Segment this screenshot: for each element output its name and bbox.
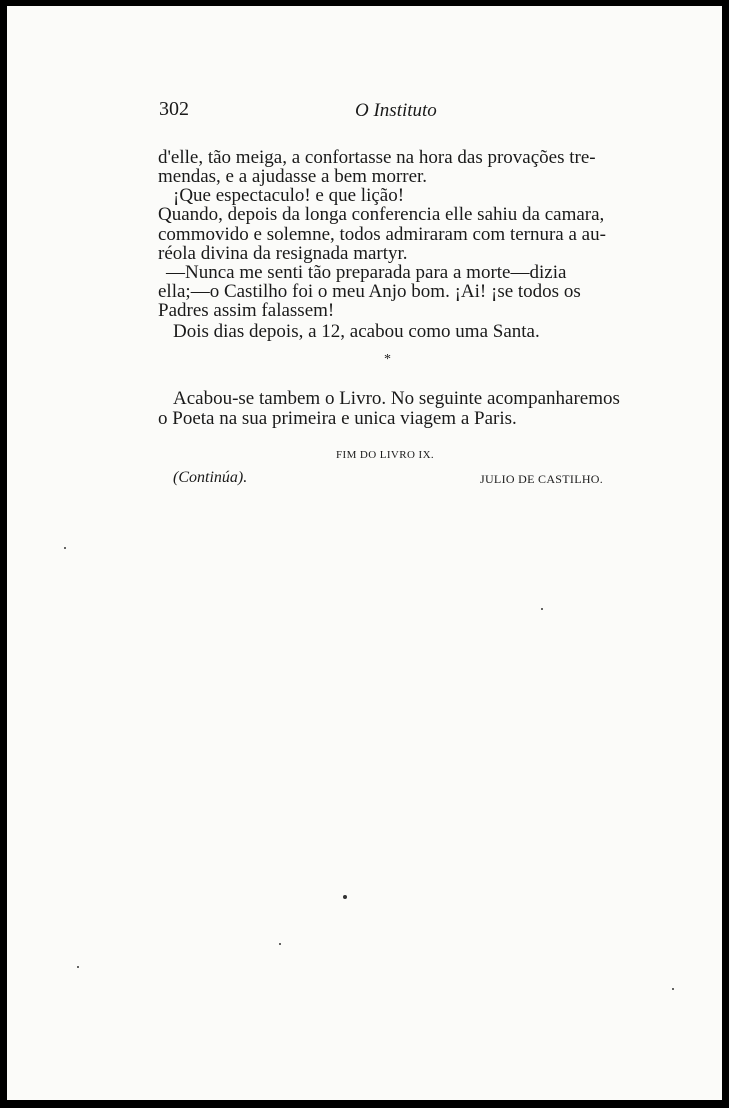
body-line-9: Padres assim falassem! xyxy=(158,300,335,321)
body-line-8: ella;—o Castilho foi o meu Anjo bom. ¡Ai! ¡se todos os xyxy=(158,281,581,302)
scan-speck xyxy=(541,608,543,610)
closing-line-1: Acabou-se tambem o Livro. No seguinte acompanharemos xyxy=(173,388,620,409)
scan-speck xyxy=(77,966,79,968)
page-number: 302 xyxy=(159,98,189,120)
author-signature: JULIO DE CASTILHO. xyxy=(480,472,604,486)
document-page xyxy=(7,6,722,1100)
closing-line-2: o Poeta na sua primeira e unica viagem a Paris. xyxy=(158,408,517,429)
body-line-4: Quando, depois da longa conferencia elle sahiu da camara, xyxy=(158,204,605,225)
continua-note: (Continúa). xyxy=(173,469,248,486)
scan-speck xyxy=(343,895,347,899)
body-line-1: d'elle, tão meiga, a confortasse na hora das provações tre- xyxy=(158,147,596,168)
body-line-7: —Nunca me senti tão preparada para a morte—dizia xyxy=(166,262,567,283)
body-line-5: commovido e solemne, todos admiraram com ternura a au- xyxy=(158,224,606,245)
scan-speck xyxy=(64,547,66,549)
body-line-10: Dois dias depois, a 12, acabou como uma Santa. xyxy=(173,321,540,342)
scan-speck xyxy=(279,943,281,945)
body-line-6: réola divina da resignada martyr. xyxy=(158,243,408,264)
body-line-2: mendas, e a ajudasse a bem morrer. xyxy=(158,166,428,187)
scan-speck xyxy=(672,988,674,990)
end-note: FIM DO LIVRO IX. xyxy=(336,449,435,461)
section-separator: * xyxy=(384,352,391,367)
body-line-3: ¡Que espectaculo! e que lição! xyxy=(173,185,405,206)
running-title: O Instituto xyxy=(355,100,437,121)
